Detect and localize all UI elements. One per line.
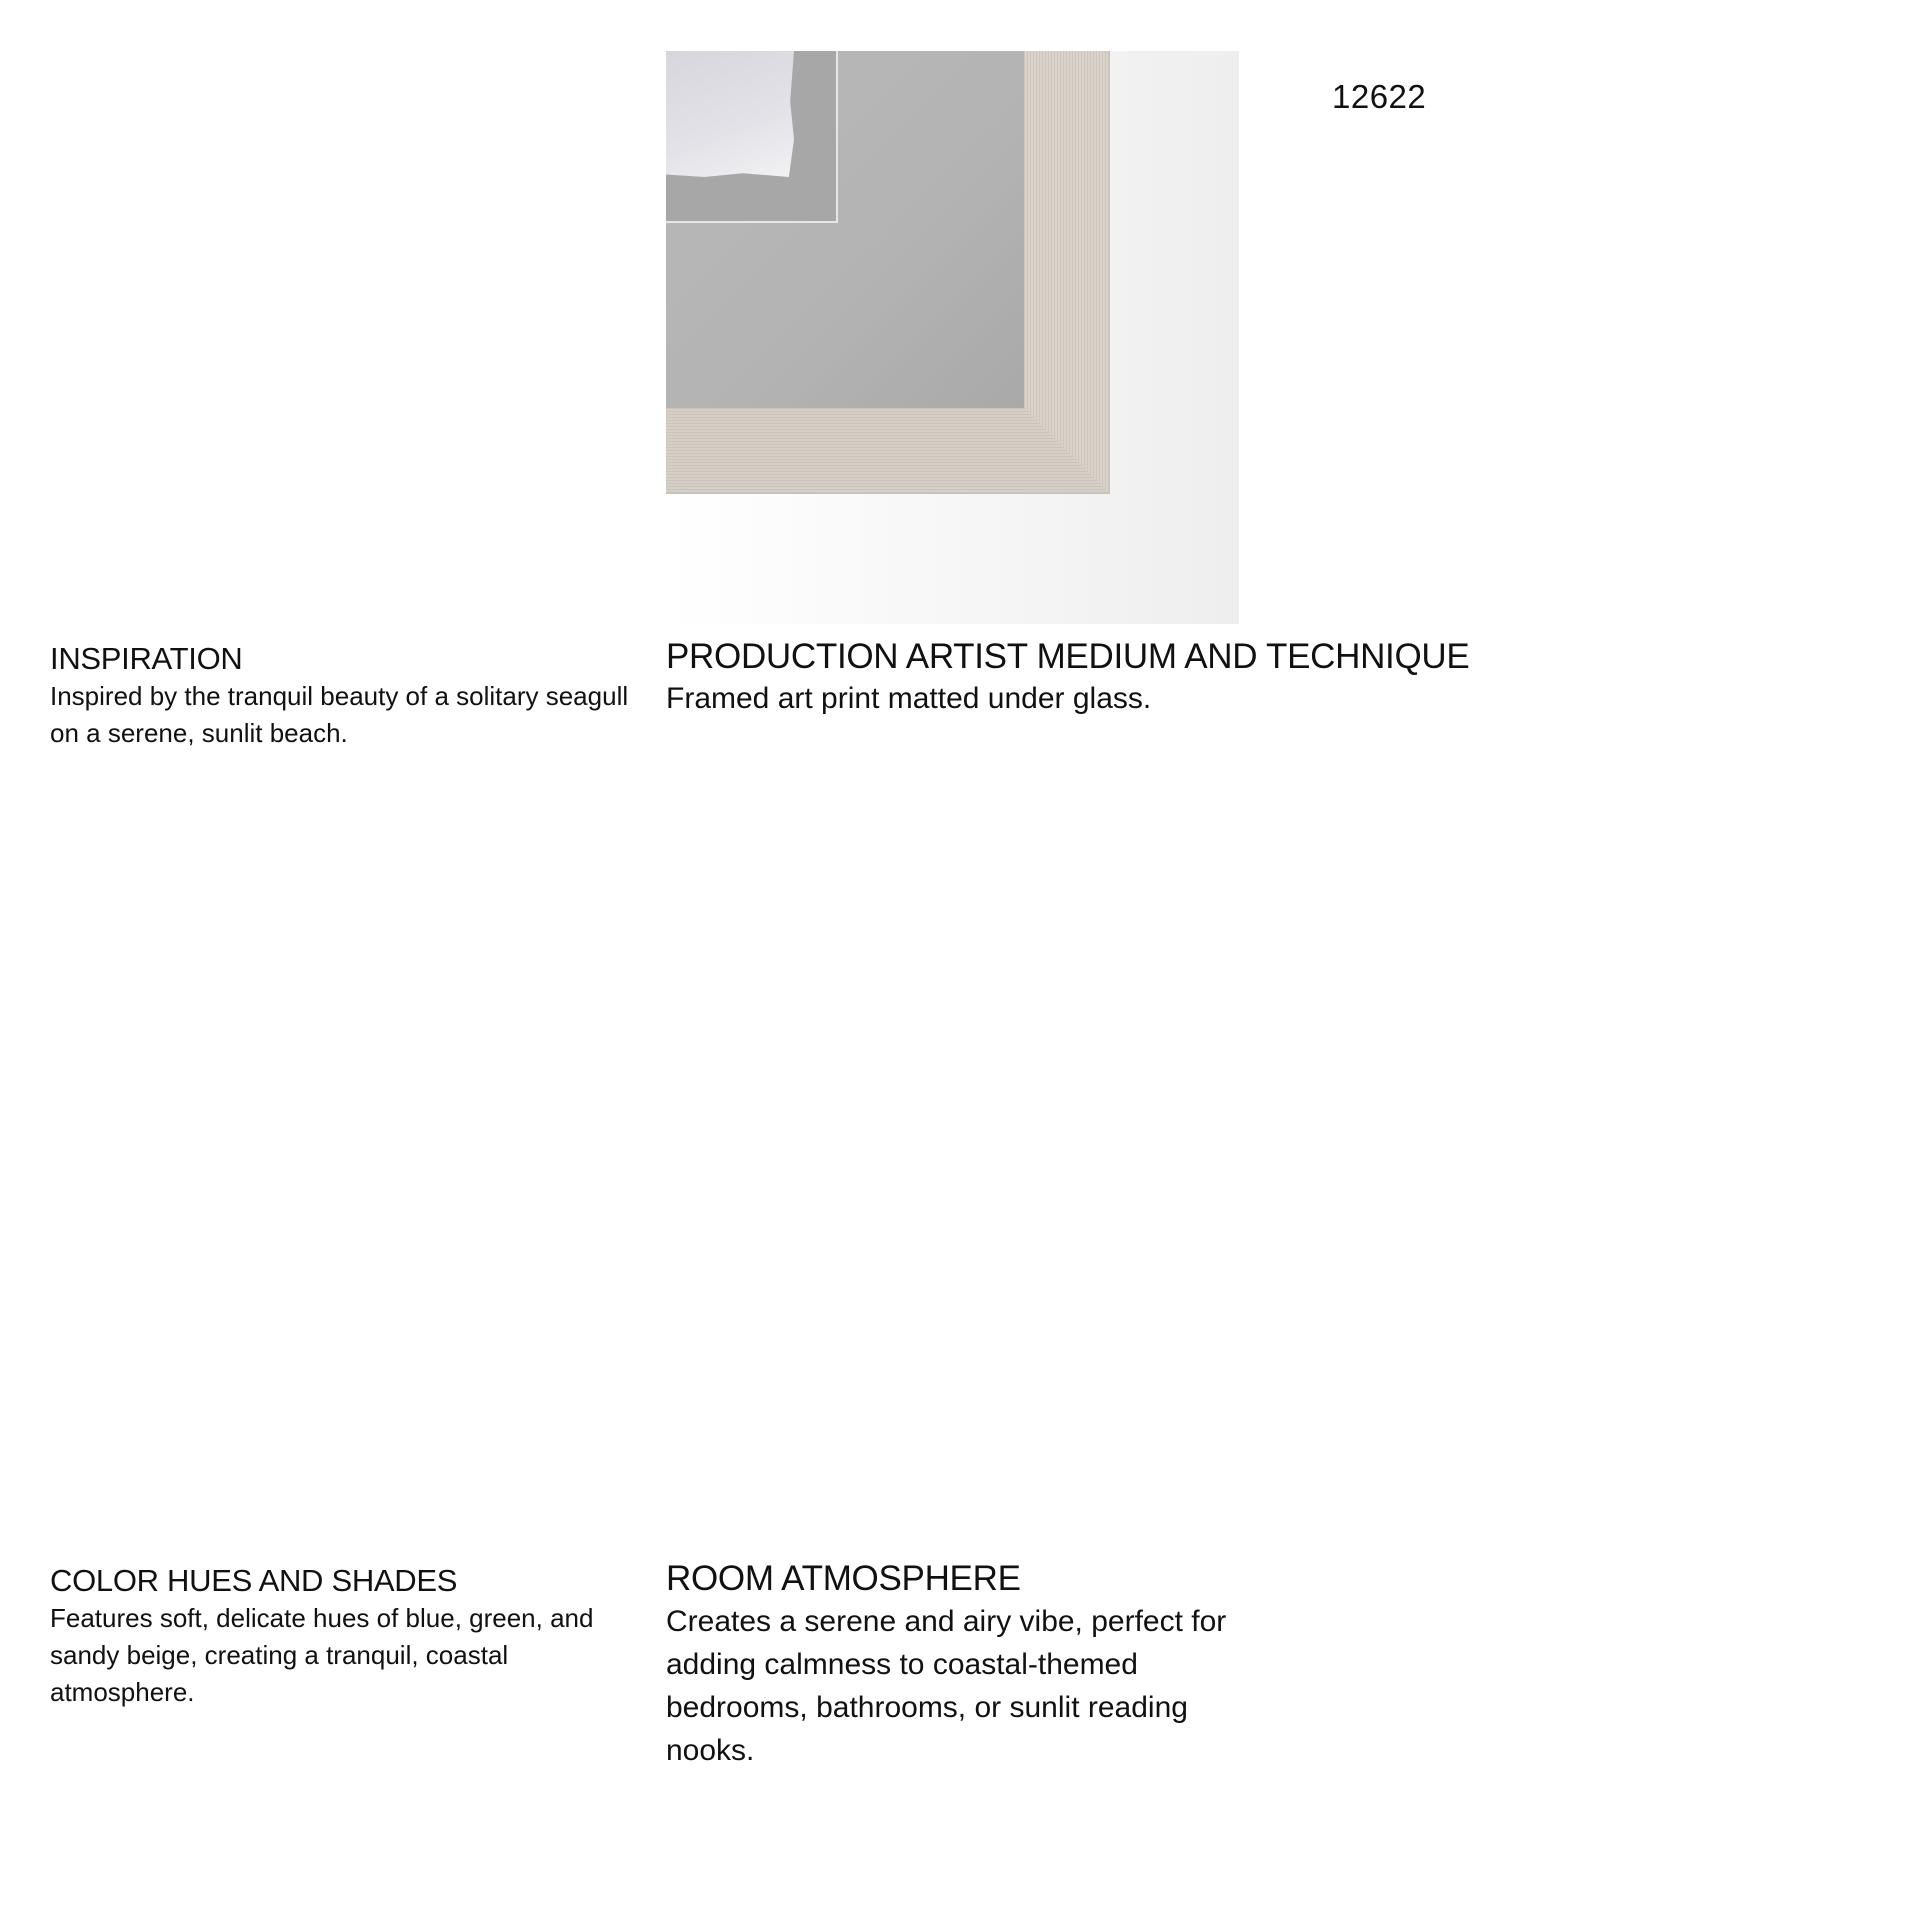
production-section [666, 636, 1666, 720]
color-title: COLOR HUES AND SHADES [50, 1563, 458, 1598]
product-frame-corner-image [666, 51, 1239, 624]
room-atmosphere-text: Creates a serene and airy vibe, perfect for adding calmness to coastal-themed bedrooms, bathrooms, or sunlit reading nooks. [666, 1605, 1227, 1767]
room-atmosphere-title: ROOM ATMOSPHERE [666, 1559, 1021, 1598]
inspiration-title: INSPIRATION [50, 641, 243, 676]
art-print-corner [666, 51, 794, 177]
production-title: PRODUCTION ARTIST MEDIUM AND TECHNIQUE [666, 637, 1470, 676]
product-code: 12622 [1332, 78, 1427, 115]
color-text: Features soft, delicate hues of blue, green, and sandy beige, creating a tranquil, coastal atmosphere. [50, 1603, 594, 1707]
inspiration-text: Inspired by the tranquil beauty of a solitary seagull on a serene, sunlit beach. [50, 681, 629, 748]
room-atmosphere-section [666, 1558, 1256, 1772]
production-text: Framed art print matted under glass. [666, 682, 1152, 715]
inspiration-section [50, 640, 630, 752]
color-section [50, 1562, 630, 1711]
